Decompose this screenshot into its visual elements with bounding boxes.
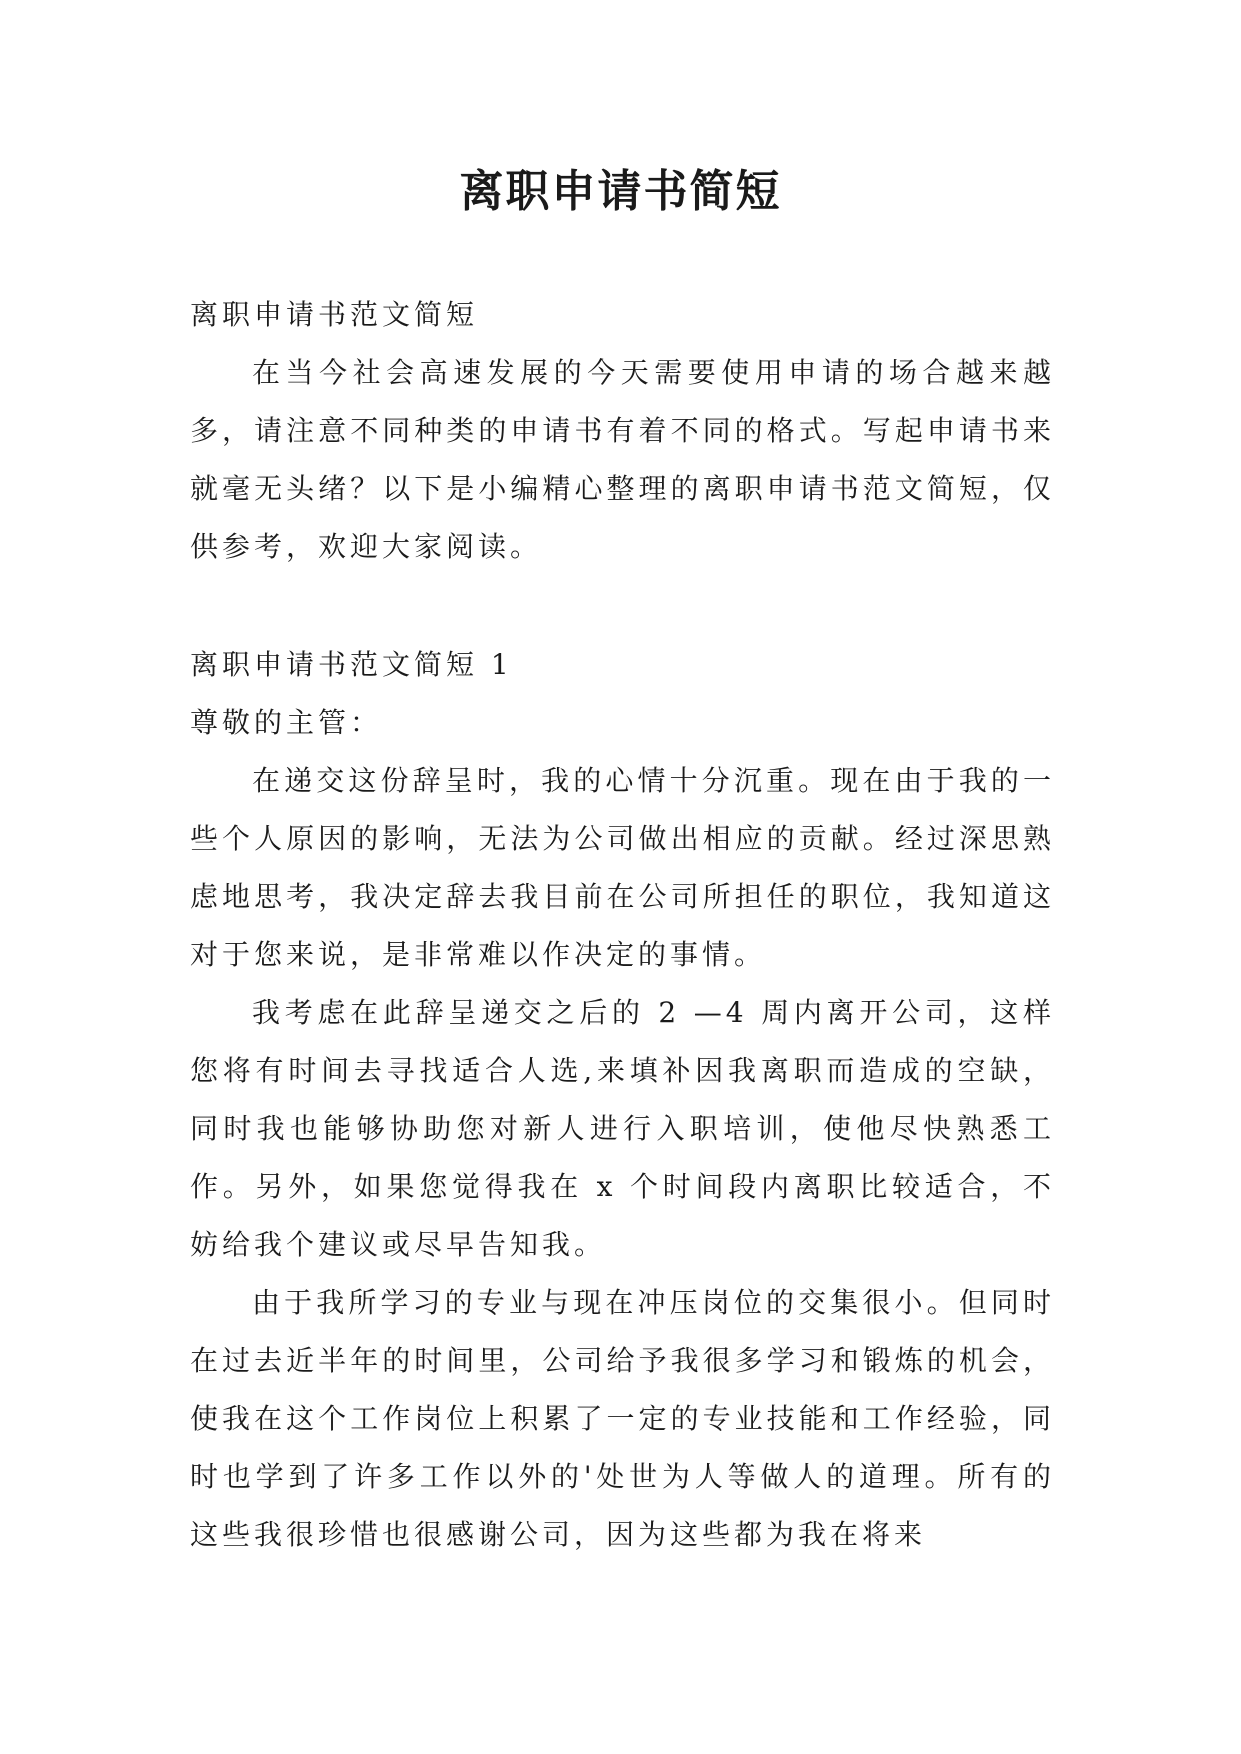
sample-heading: 离职申请书范文简短 1: [190, 648, 513, 681]
salutation: 尊敬的主管：: [190, 706, 383, 739]
sample-letter-section: [190, 636, 1055, 1564]
letter-paragraph: 在递交这份辞呈时，我的心情十分沉重。现在由于我的一些个人原因的影响，无法为公司做出相应的贡献。经过深思熟虑地思考，我决定辞去我目前在公司所担任的职位，我知道这对于您来说，是非常难以作决定的事情。: [190, 764, 1055, 971]
intro-heading: 离职申请书范文简短: [190, 298, 479, 331]
intro-paragraph: 在当今社会高速发展的今天需要使用申请的场合越来越多，请注意不同种类的申请书有着不同的格式。写起申请书来就毫无头绪？以下是小编精心整理的离职申请书范文简短，仅供参考，欢迎大家阅读。: [190, 356, 1055, 563]
letter-paragraph: 由于我所学习的专业与现在冲压岗位的交集很小。但同时在过去近半年的时间里，公司给予我很多学习和锻炼的机会，使我在这个工作岗位上积累了一定的专业技能和工作经验，同时也学到了许多工作以外的'处世为人等做人的道理。所有的这些我很珍惜也很感谢公司，因为这些都为我在将来: [190, 1286, 1055, 1551]
letter-paragraph: 我考虑在此辞呈递交之后的 2 —4 周内离开公司，这样您将有时间去寻找适合人选,来填补因我离职而造成的空缺，同时我也能够协助您对新人进行入职培训，使他尽快熟悉工作。另外，如果您觉得我在 x 个时间段内离职比较适合，不妨给我个建议或尽早告知我。: [190, 996, 1055, 1261]
document-title: 离职申请书简短: [459, 166, 782, 217]
intro-section: [190, 286, 1055, 576]
